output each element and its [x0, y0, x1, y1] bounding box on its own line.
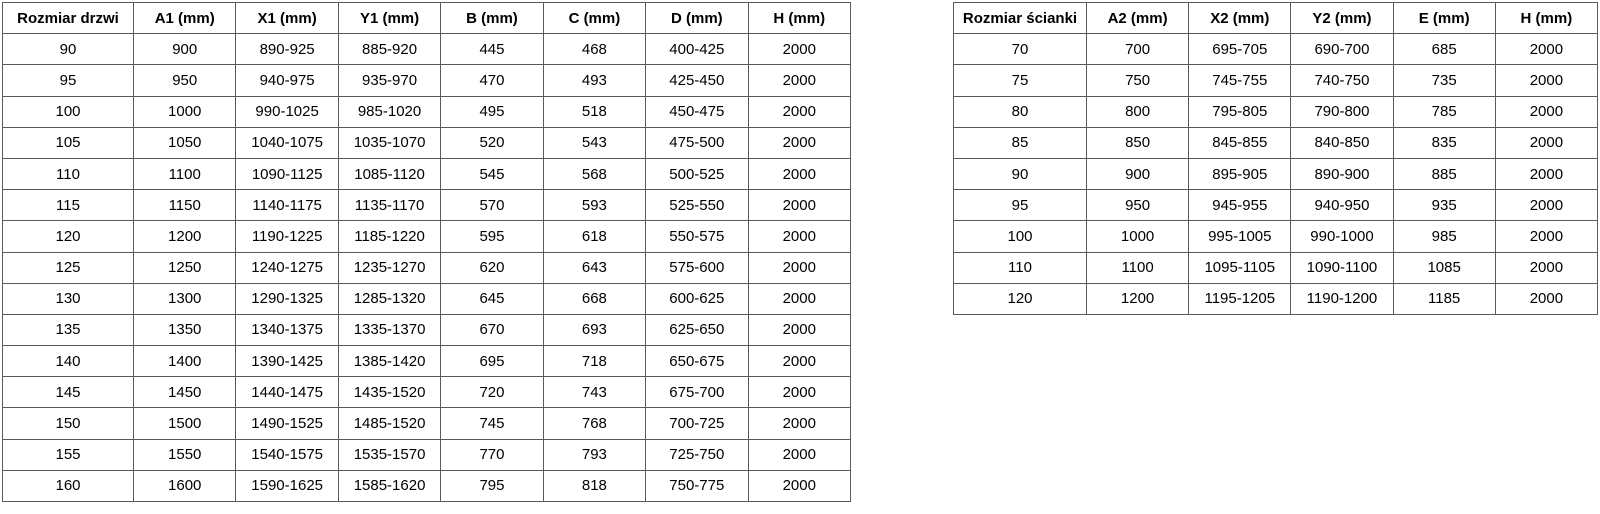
table-cell: 1090-1100	[1291, 252, 1393, 283]
table-cell: 400-425	[646, 34, 748, 65]
table-cell: 1200	[134, 221, 236, 252]
table-row	[3, 408, 851, 439]
table-cell: 425-450	[646, 65, 748, 96]
table-cell: 1185	[1393, 283, 1495, 314]
table-cell: 1290-1325	[236, 283, 338, 314]
table-cell: 2000	[748, 439, 850, 470]
table-cell: 1385-1420	[338, 346, 440, 377]
table-cell: 2000	[748, 158, 850, 189]
column-header: Rozmiar ścianki	[954, 3, 1087, 34]
table-row	[3, 221, 851, 252]
table-row	[954, 65, 1598, 96]
table-cell: 1240-1275	[236, 252, 338, 283]
table-cell: 890-900	[1291, 158, 1393, 189]
column-header: Y1 (mm)	[338, 3, 440, 34]
table-cell: 1135-1170	[338, 190, 440, 221]
table-cell: 90	[954, 158, 1087, 189]
table-cell: 950	[134, 65, 236, 96]
table-cell: 840-850	[1291, 127, 1393, 158]
table-cell: 1140-1175	[236, 190, 338, 221]
table-cell: 1435-1520	[338, 377, 440, 408]
table-row	[3, 470, 851, 501]
table-cell: 745-755	[1189, 65, 1291, 96]
table-cell: 450-475	[646, 96, 748, 127]
table-cell: 793	[543, 439, 645, 470]
table-cell: 110	[954, 252, 1087, 283]
table-cell: 645	[441, 283, 543, 314]
table-cell: 700-725	[646, 408, 748, 439]
table-row	[3, 65, 851, 96]
table-cell: 105	[3, 127, 134, 158]
table-cell: 120	[954, 283, 1087, 314]
table-cell: 768	[543, 408, 645, 439]
table-cell: 135	[3, 314, 134, 345]
table-cell: 2000	[1495, 252, 1597, 283]
column-header: H (mm)	[1495, 3, 1597, 34]
table-cell: 570	[441, 190, 543, 221]
table-row	[954, 252, 1598, 283]
table-row	[954, 96, 1598, 127]
table-cell: 2000	[748, 346, 850, 377]
table-cell: 990-1000	[1291, 221, 1393, 252]
column-header: B (mm)	[441, 3, 543, 34]
table-cell: 1350	[134, 314, 236, 345]
table-cell: 620	[441, 252, 543, 283]
table-cell: 2000	[748, 283, 850, 314]
table-cell: 75	[954, 65, 1087, 96]
table-cell: 770	[441, 439, 543, 470]
table-cell: 575-600	[646, 252, 748, 283]
table-cell: 1000	[1087, 221, 1189, 252]
table-cell: 2000	[1495, 190, 1597, 221]
table-cell: 545	[441, 158, 543, 189]
door-sizes-table	[2, 2, 851, 502]
table-cell: 2000	[748, 127, 850, 158]
table-cell: 140	[3, 346, 134, 377]
table-row	[3, 283, 851, 314]
table-cell: 568	[543, 158, 645, 189]
table-cell: 900	[134, 34, 236, 65]
table-cell: 1050	[134, 127, 236, 158]
table-cell: 2000	[748, 221, 850, 252]
table-cell: 145	[3, 377, 134, 408]
column-header: E (mm)	[1393, 3, 1495, 34]
table-cell: 818	[543, 470, 645, 501]
table-cell: 750	[1087, 65, 1189, 96]
table-cell: 1390-1425	[236, 346, 338, 377]
table-cell: 2000	[748, 34, 850, 65]
table-cell: 2000	[748, 252, 850, 283]
table-cell: 725-750	[646, 439, 748, 470]
table-row	[3, 96, 851, 127]
table-row	[3, 158, 851, 189]
table-cell: 1190-1200	[1291, 283, 1393, 314]
table-cell: 785	[1393, 96, 1495, 127]
table-cell: 1450	[134, 377, 236, 408]
table-cell: 1300	[134, 283, 236, 314]
column-header: D (mm)	[646, 3, 748, 34]
table-cell: 985-1020	[338, 96, 440, 127]
table-cell: 743	[543, 377, 645, 408]
wall-panel-sizes-table	[953, 2, 1598, 315]
table-cell: 795-805	[1189, 96, 1291, 127]
table-cell: 2000	[1495, 283, 1597, 314]
table-cell: 160	[3, 470, 134, 501]
table-cell: 595	[441, 221, 543, 252]
table-cell: 1085	[1393, 252, 1495, 283]
table-cell: 115	[3, 190, 134, 221]
table-cell: 518	[543, 96, 645, 127]
table-row	[3, 127, 851, 158]
table-cell: 720	[441, 377, 543, 408]
table-cell: 700	[1087, 34, 1189, 65]
table-cell: 525-550	[646, 190, 748, 221]
table-cell: 468	[543, 34, 645, 65]
table-cell: 495	[441, 96, 543, 127]
table-cell: 2000	[1495, 127, 1597, 158]
table-cell: 1085-1120	[338, 158, 440, 189]
table-cell: 890-925	[236, 34, 338, 65]
table-cell: 2000	[748, 65, 850, 96]
table-cell: 2000	[748, 96, 850, 127]
table-cell: 125	[3, 252, 134, 283]
table-cell: 100	[3, 96, 134, 127]
table-cell: 940-975	[236, 65, 338, 96]
table-cell: 945-955	[1189, 190, 1291, 221]
table-cell: 80	[954, 96, 1087, 127]
table-cell: 690-700	[1291, 34, 1393, 65]
table-cell: 835	[1393, 127, 1495, 158]
table-cell: 1335-1370	[338, 314, 440, 345]
table-cell: 695-705	[1189, 34, 1291, 65]
table-cell: 1235-1270	[338, 252, 440, 283]
table-row	[954, 34, 1598, 65]
table-row	[954, 158, 1598, 189]
table-cell: 543	[543, 127, 645, 158]
table-cell: 550-575	[646, 221, 748, 252]
table-cell: 2000	[748, 408, 850, 439]
table-cell: 643	[543, 252, 645, 283]
table-cell: 940-950	[1291, 190, 1393, 221]
table-cell: 593	[543, 190, 645, 221]
table-cell: 718	[543, 346, 645, 377]
table-cell: 685	[1393, 34, 1495, 65]
table-cell: 1285-1320	[338, 283, 440, 314]
column-header: A1 (mm)	[134, 3, 236, 34]
table-cell: 1440-1475	[236, 377, 338, 408]
table-cell: 1185-1220	[338, 221, 440, 252]
table-cell: 885	[1393, 158, 1495, 189]
table-cell: 600-625	[646, 283, 748, 314]
table-cell: 470	[441, 65, 543, 96]
table-cell: 2000	[1495, 158, 1597, 189]
table-row	[3, 252, 851, 283]
table-cell: 750-775	[646, 470, 748, 501]
column-header: A2 (mm)	[1087, 3, 1189, 34]
table-cell: 668	[543, 283, 645, 314]
table-cell: 1340-1375	[236, 314, 338, 345]
table-cell: 1590-1625	[236, 470, 338, 501]
table-cell: 735	[1393, 65, 1495, 96]
table-row	[954, 283, 1598, 314]
table-row	[954, 190, 1598, 221]
table-cell: 90	[3, 34, 134, 65]
table-row	[3, 377, 851, 408]
wall-panel-sizes-header-row	[954, 3, 1598, 34]
table-cell: 95	[3, 65, 134, 96]
table-cell: 885-920	[338, 34, 440, 65]
table-cell: 120	[3, 221, 134, 252]
table-cell: 1200	[1087, 283, 1189, 314]
table-cell: 935-970	[338, 65, 440, 96]
column-header: X2 (mm)	[1189, 3, 1291, 34]
table-cell: 2000	[748, 314, 850, 345]
table-cell: 1535-1570	[338, 439, 440, 470]
table-cell: 1000	[134, 96, 236, 127]
column-header: H (mm)	[748, 3, 850, 34]
table-cell: 2000	[1495, 65, 1597, 96]
column-header: Rozmiar drzwi	[3, 3, 134, 34]
table-cell: 95	[954, 190, 1087, 221]
table-cell: 1095-1105	[1189, 252, 1291, 283]
table-row	[3, 346, 851, 377]
table-cell: 1190-1225	[236, 221, 338, 252]
table-cell: 70	[954, 34, 1087, 65]
table-cell: 693	[543, 314, 645, 345]
table-cell: 900	[1087, 158, 1189, 189]
table-cell: 150	[3, 408, 134, 439]
table-cell: 950	[1087, 190, 1189, 221]
table-cell: 100	[954, 221, 1087, 252]
table-row	[3, 314, 851, 345]
table-cell: 155	[3, 439, 134, 470]
table-cell: 935	[1393, 190, 1495, 221]
table-cell: 2000	[1495, 221, 1597, 252]
table-cell: 2000	[1495, 34, 1597, 65]
table-cell: 850	[1087, 127, 1189, 158]
table-cell: 1490-1525	[236, 408, 338, 439]
table-cell: 1550	[134, 439, 236, 470]
table-cell: 1585-1620	[338, 470, 440, 501]
table-cell: 795	[441, 470, 543, 501]
table-cell: 2000	[748, 190, 850, 221]
table-cell: 990-1025	[236, 96, 338, 127]
table-cell: 493	[543, 65, 645, 96]
table-cell: 110	[3, 158, 134, 189]
table-row	[954, 127, 1598, 158]
table-cell: 1500	[134, 408, 236, 439]
table-cell: 1600	[134, 470, 236, 501]
table-row	[954, 221, 1598, 252]
table-cell: 1100	[134, 158, 236, 189]
table-row	[3, 439, 851, 470]
table-cell: 475-500	[646, 127, 748, 158]
table-cell: 1100	[1087, 252, 1189, 283]
table-row	[3, 190, 851, 221]
table-cell: 618	[543, 221, 645, 252]
column-header: Y2 (mm)	[1291, 3, 1393, 34]
table-cell: 845-855	[1189, 127, 1291, 158]
table-cell: 1150	[134, 190, 236, 221]
table-cell: 1035-1070	[338, 127, 440, 158]
table-cell: 670	[441, 314, 543, 345]
column-header: X1 (mm)	[236, 3, 338, 34]
table-cell: 520	[441, 127, 543, 158]
table-cell: 995-1005	[1189, 221, 1291, 252]
table-cell: 2000	[748, 470, 850, 501]
table-cell: 130	[3, 283, 134, 314]
table-cell: 1195-1205	[1189, 283, 1291, 314]
table-cell: 500-525	[646, 158, 748, 189]
table-cell: 895-905	[1189, 158, 1291, 189]
table-cell: 1540-1575	[236, 439, 338, 470]
table-cell: 625-650	[646, 314, 748, 345]
table-cell: 790-800	[1291, 96, 1393, 127]
table-cell: 445	[441, 34, 543, 65]
table-cell: 985	[1393, 221, 1495, 252]
table-cell: 1090-1125	[236, 158, 338, 189]
table-cell: 695	[441, 346, 543, 377]
column-header: C (mm)	[543, 3, 645, 34]
table-cell: 675-700	[646, 377, 748, 408]
table-cell: 650-675	[646, 346, 748, 377]
table-cell: 2000	[1495, 96, 1597, 127]
table-cell: 2000	[748, 377, 850, 408]
table-cell: 85	[954, 127, 1087, 158]
table-cell: 800	[1087, 96, 1189, 127]
door-sizes-header-row	[3, 3, 851, 34]
table-cell: 1040-1075	[236, 127, 338, 158]
table-cell: 1485-1520	[338, 408, 440, 439]
table-cell: 1400	[134, 346, 236, 377]
table-cell: 745	[441, 408, 543, 439]
table-cell: 1250	[134, 252, 236, 283]
table-cell: 740-750	[1291, 65, 1393, 96]
table-row	[3, 34, 851, 65]
